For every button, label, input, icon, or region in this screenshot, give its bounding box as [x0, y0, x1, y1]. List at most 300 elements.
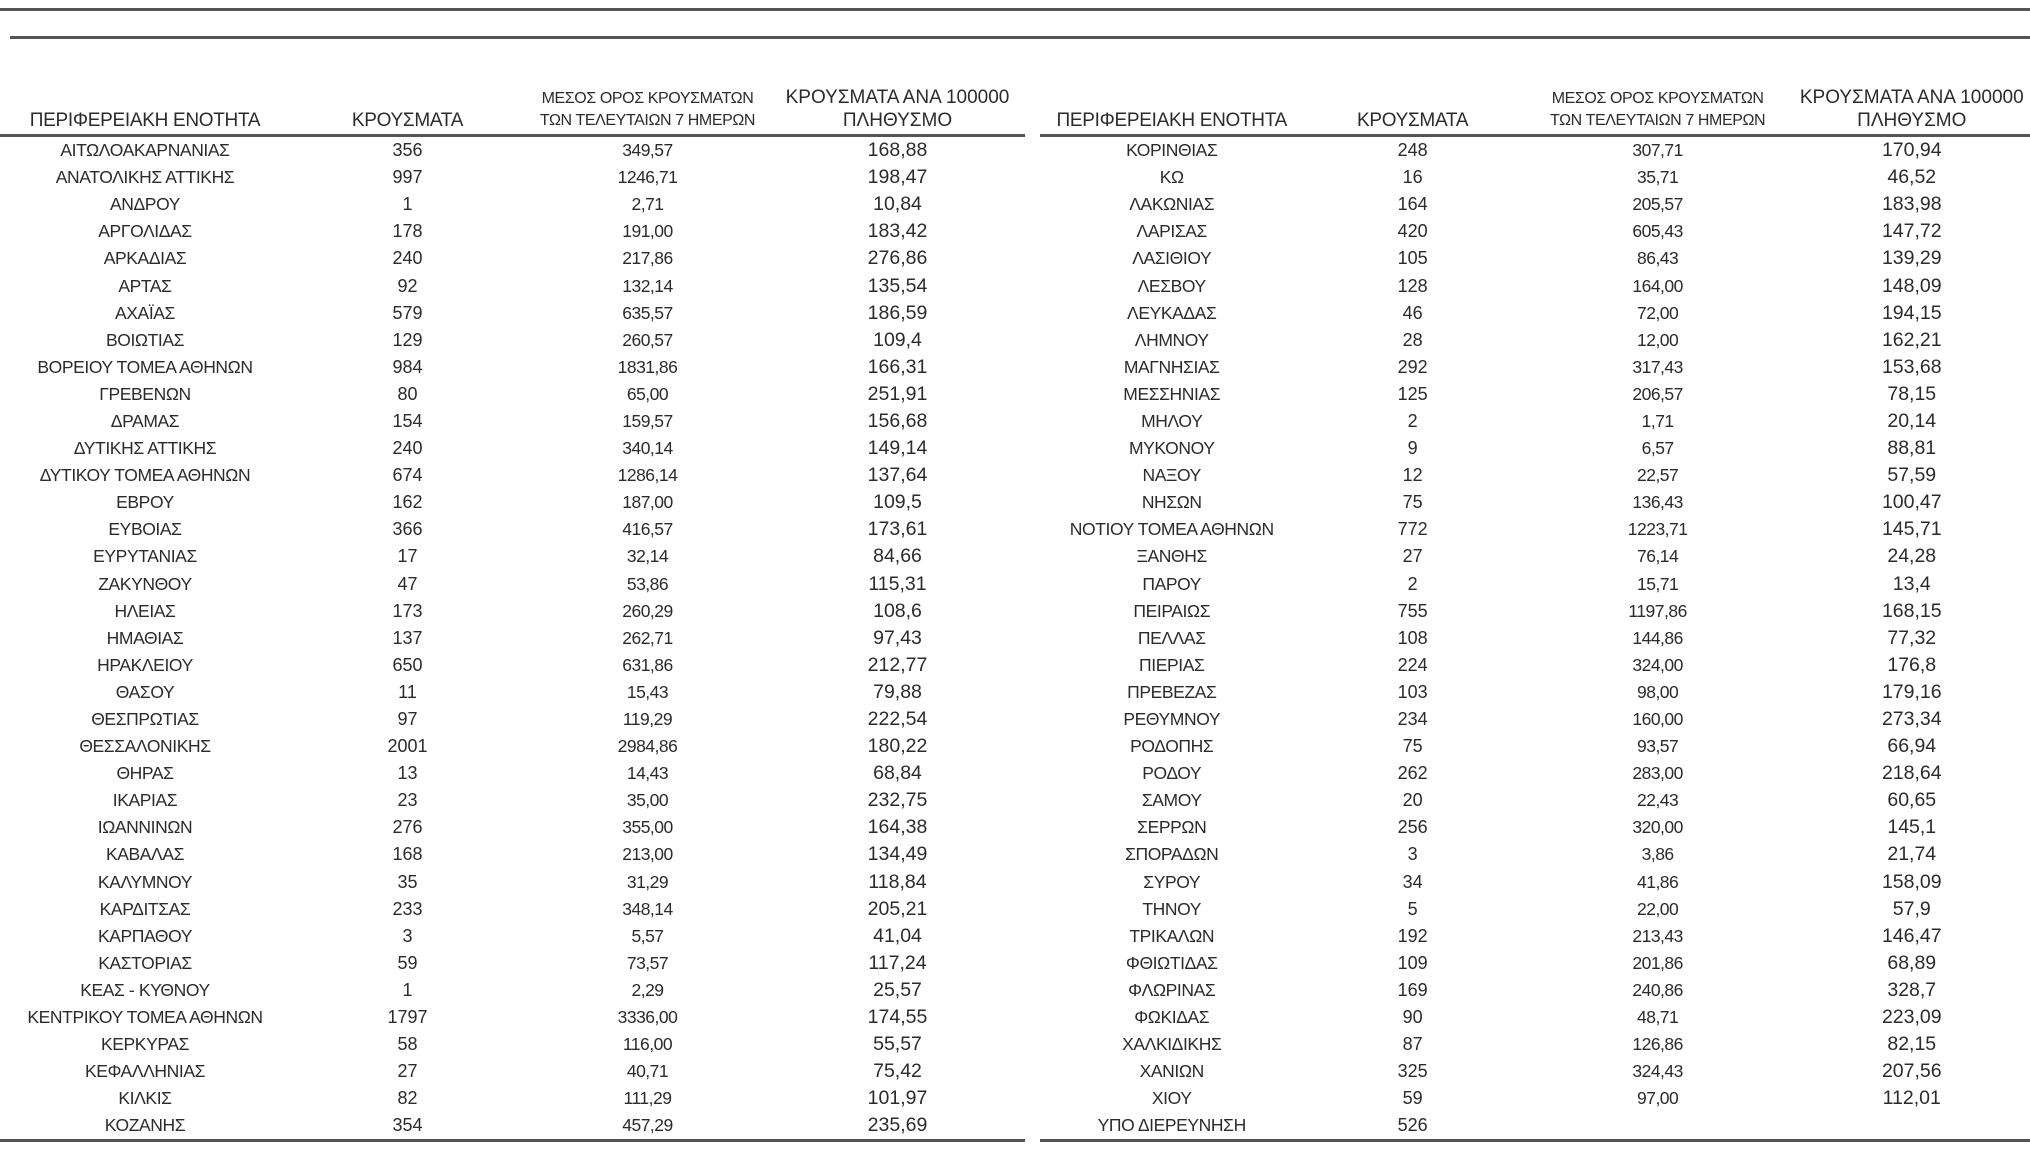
table-row — [1040, 571, 2030, 598]
table-row — [1040, 245, 2030, 272]
table-row — [0, 706, 1025, 733]
region-name-cell: ΝΑΞΟΥ — [1142, 465, 1201, 486]
avg7-cell: 116,00 — [622, 1034, 673, 1055]
avg7-cell: 1,71 — [1641, 410, 1674, 431]
per100k-cell: 109,4 — [873, 328, 922, 351]
avg7-cell: 1286,14 — [617, 465, 678, 486]
per100k-cell: 212,77 — [867, 653, 928, 676]
header-per100k-line2: ΠΛΗΘΥΣΜΟ — [842, 110, 953, 131]
cases-cell: 92 — [397, 275, 418, 296]
table-row — [0, 543, 1025, 570]
region-name-cell: ΛΗΜΝΟΥ — [1134, 329, 1209, 350]
cases-cell: 47 — [397, 573, 418, 594]
table-row — [0, 354, 1025, 381]
cases-cell: 3 — [1407, 844, 1418, 865]
cases-cell: 1 — [402, 979, 413, 1000]
region-name-cell: ΛΑΚΩΝΙΑΣ — [1129, 194, 1215, 215]
region-name-cell: ΚΩ — [1159, 167, 1184, 188]
per100k-cell: 108,6 — [873, 599, 922, 622]
per100k-cell: 101,97 — [867, 1087, 928, 1110]
region-name-cell: ΠΕΛΛΑΣ — [1137, 627, 1206, 648]
per100k-cell: 328,7 — [1887, 978, 1937, 1001]
avg7-cell: 35,00 — [626, 790, 669, 811]
header-region — [0, 86, 290, 136]
table-row — [1040, 381, 2030, 408]
avg7-cell: 355,00 — [622, 817, 673, 838]
avg7-cell: 213,43 — [1632, 925, 1683, 946]
header-avg7-line2: ΤΩΝ ΤΕΛΕΥΤΑΙΩΝ 7 ΗΜΕΡΩΝ — [539, 112, 756, 129]
table-row — [1040, 1058, 2030, 1085]
cases-cell: 240 — [392, 248, 423, 269]
avg7-cell: 1197,86 — [1628, 600, 1687, 621]
cases-cell: 129 — [392, 329, 423, 350]
per100k-cell: 84,66 — [873, 545, 922, 568]
region-name-cell: ΠΡΕΒΕΖΑΣ — [1127, 681, 1217, 702]
table-row — [1040, 218, 2030, 245]
table-row — [1040, 625, 2030, 652]
per100k-cell: 183,42 — [867, 220, 928, 243]
table-row — [1040, 136, 2030, 165]
cases-cell: 3 — [402, 925, 413, 946]
header-row — [1040, 86, 2030, 136]
region-name-cell: ΚΙΛΚΙΣ — [118, 1088, 172, 1109]
table-row — [0, 1058, 1025, 1085]
region-name-cell: ΛΑΡΙΣΑΣ — [1136, 221, 1207, 242]
avg7-cell: 307,71 — [1632, 140, 1683, 161]
table-row — [0, 408, 1025, 435]
avg7-cell: 217,86 — [622, 248, 673, 269]
avg7-cell: 348,14 — [622, 898, 673, 919]
table-row — [1040, 950, 2030, 977]
avg7-cell: 48,71 — [1636, 1007, 1679, 1028]
cases-cell: 90 — [1402, 1007, 1423, 1028]
region-name-cell: ΒΟΙΩΤΙΑΣ — [105, 329, 185, 350]
table-row — [0, 652, 1025, 679]
avg7-cell: 41,86 — [1636, 871, 1679, 892]
avg7-cell: 22,00 — [1636, 898, 1679, 919]
cases-cell: 276 — [392, 817, 423, 838]
table-row — [1040, 598, 2030, 625]
region-name-cell: ΣΠΟΡΑΔΩΝ — [1125, 844, 1219, 865]
cases-cell: 16 — [1402, 167, 1423, 188]
cases-cell: 125 — [1397, 383, 1428, 404]
avg7-cell: 457,29 — [525, 1112, 770, 1141]
table-row — [1040, 462, 2030, 489]
header-cases-label: ΚΡΟΥΣΜΑΤΑ — [351, 110, 464, 131]
avg7-cell: 136,43 — [1632, 492, 1683, 513]
avg7-cell — [1522, 1112, 1794, 1141]
header-region-label: ΠΕΡΙΦΕΡΕΙΑΚΗ ΕΝΟΤΗΤΑ — [1056, 110, 1287, 131]
region-name-cell: ΕΒΡΟΥ — [116, 492, 174, 513]
per100k-cell: 176,8 — [1887, 653, 1937, 676]
avg7-cell: 22,43 — [1636, 790, 1679, 811]
cases-cell: 34 — [1402, 871, 1423, 892]
region-name-cell: ΚΑΡΠΑΘΟΥ — [97, 925, 193, 946]
avg7-cell: 40,71 — [626, 1061, 669, 1082]
avg7-cell: 320,00 — [1632, 817, 1683, 838]
avg7-cell: 93,57 — [1636, 736, 1679, 757]
cases-cell: 28 — [1402, 329, 1423, 350]
cases-cell: 256 — [1397, 817, 1428, 838]
per100k-cell: 97,43 — [873, 626, 922, 649]
cases-cell: 17 — [397, 546, 418, 567]
region-name-cell: ΔΡΑΜΑΣ — [110, 410, 180, 431]
table-row — [1040, 977, 2030, 1004]
table-row — [0, 1112, 1025, 1141]
per100k-cell: 166,31 — [867, 355, 928, 378]
avg7-cell: 5,57 — [631, 925, 664, 946]
header-avg7-line1: ΜΕΣΟΣ ΟΡΟΣ ΚΡΟΥΣΜΑΤΩΝ — [1551, 90, 1764, 107]
region-name-cell: ΣΕΡΡΩΝ — [1137, 817, 1207, 838]
avg7-cell: 132,14 — [622, 275, 673, 296]
cases-cell: 137 — [392, 627, 423, 648]
avg7-cell: 31,29 — [626, 871, 669, 892]
per100k-cell: 25,57 — [873, 978, 922, 1001]
cases-cell: 192 — [1397, 925, 1428, 946]
region-name-cell: ΝΟΤΙΟΥ ΤΟΜΕΑ ΑΘΗΝΩΝ — [1069, 519, 1274, 540]
table-row — [1040, 543, 2030, 570]
region-name-cell: ΘΗΡΑΣ — [116, 763, 174, 784]
cases-cell: 178 — [392, 221, 423, 242]
cases-cell: 997 — [392, 167, 423, 188]
avg7-cell: 631,86 — [622, 654, 673, 675]
region-name-cell: ΝΗΣΩΝ — [1141, 492, 1202, 513]
per100k-cell: 146,47 — [1881, 924, 1942, 947]
table-row — [0, 760, 1025, 787]
cases-cell: 164 — [1397, 194, 1428, 215]
cases-cell: 169 — [1397, 979, 1428, 1000]
per100k-cell: 179,16 — [1881, 680, 1942, 703]
avg7-cell: 72,00 — [1636, 302, 1679, 323]
table-row — [1040, 679, 2030, 706]
table-row — [0, 625, 1025, 652]
cases-cell: 105 — [1397, 248, 1428, 269]
table-row — [0, 164, 1025, 191]
per100k-cell: 198,47 — [867, 166, 928, 189]
avg7-cell: 86,43 — [1636, 248, 1679, 269]
per100k-cell: 134,49 — [867, 843, 928, 866]
header-cases — [1303, 86, 1521, 136]
per100k-cell: 60,65 — [1887, 789, 1937, 812]
cases-cell: 240 — [392, 438, 423, 459]
cases-cell: 234 — [1397, 709, 1428, 730]
region-name-cell: ΞΑΝΘΗΣ — [1136, 546, 1207, 567]
cases-cell: 87 — [1402, 1034, 1423, 1055]
per100k-cell: 162,21 — [1881, 328, 1942, 351]
table-row — [0, 896, 1025, 923]
region-name-cell: ΛΕΥΚΑΔΑΣ — [1127, 302, 1217, 323]
avg7-cell: 1831,86 — [617, 356, 678, 377]
region-name-cell: ΠΙΕΡΙΑΣ — [1139, 654, 1205, 675]
region-name-cell: ΙΩΑΝΝΙΝΩΝ — [97, 817, 193, 838]
top-rule — [0, 8, 2030, 11]
per100k-cell: 78,15 — [1887, 382, 1937, 405]
avg7-cell: 73,57 — [626, 952, 669, 973]
header-avg7-line1: ΜΕΣΟΣ ΟΡΟΣ ΚΡΟΥΣΜΑΤΩΝ — [541, 90, 754, 107]
cases-cell: 27 — [1402, 546, 1423, 567]
table-row — [0, 462, 1025, 489]
per100k-cell: 232,75 — [867, 789, 928, 812]
region-name-cell: ΔΥΤΙΚΟΥ ΤΟΜΕΑ ΑΘΗΝΩΝ — [39, 465, 251, 486]
per100k-cell: 79,88 — [873, 680, 922, 703]
region-name-cell: ΕΥΡΥΤΑΝΙΑΣ — [93, 546, 197, 567]
region-name-cell: ΧΙΟΥ — [1151, 1088, 1192, 1109]
table-row — [1040, 1085, 2030, 1112]
per100k-cell: 147,72 — [1881, 220, 1942, 243]
region-name-cell: ΘΕΣΣΑΛΟΝΙΚΗΣ — [79, 736, 211, 757]
cases-cell: 168 — [392, 844, 423, 865]
region-name-cell: ΚΟΡΙΝΘΙΑΣ — [1126, 140, 1218, 161]
per100k-cell: 153,68 — [1881, 355, 1942, 378]
header-per100k — [1794, 86, 2030, 136]
region-name-cell: ΑΝΑΤΟΛΙΚΗΣ ΑΤΤΙΚΗΣ — [55, 167, 235, 188]
table-row — [1040, 408, 2030, 435]
region-name-cell: ΗΛΕΙΑΣ — [114, 600, 176, 621]
table-row — [1040, 733, 2030, 760]
cases-cell: 354 — [290, 1112, 525, 1141]
avg7-cell: 1223,71 — [1627, 519, 1688, 540]
cases-cell: 984 — [392, 356, 423, 377]
table-row — [0, 950, 1025, 977]
cases-cell: 35 — [397, 871, 418, 892]
per100k-cell: 223,09 — [1881, 1006, 1942, 1029]
table-row — [0, 787, 1025, 814]
avg7-cell: 159,57 — [622, 410, 673, 431]
cases-cell: 46 — [1402, 302, 1423, 323]
per100k-cell: 273,34 — [1881, 708, 1942, 731]
cases-cell: 58 — [397, 1034, 418, 1055]
per100k-cell: 235,69 — [770, 1112, 1025, 1141]
avg7-cell: 240,86 — [1632, 979, 1683, 1000]
cases-cell: 233 — [392, 898, 423, 919]
avg7-cell: 126,86 — [1632, 1034, 1683, 1055]
table-row — [1040, 923, 2030, 950]
cases-cell: 526 — [1303, 1112, 1521, 1141]
region-name-cell: ΙΚΑΡΙΑΣ — [112, 790, 178, 811]
table-row — [1040, 706, 2030, 733]
region-name-cell: ΚΟΖΑΝΗΣ — [0, 1112, 290, 1141]
avg7-cell: 635,57 — [622, 302, 673, 323]
region-name-cell: ΗΡΑΚΛΕΙΟΥ — [97, 654, 193, 675]
region-name-cell: ΣΑΜΟΥ — [1141, 790, 1202, 811]
per100k-cell: 170,94 — [1881, 139, 1942, 162]
per100k-cell: 21,74 — [1887, 843, 1937, 866]
cases-cell: 75 — [1402, 492, 1423, 513]
header-avg7 — [525, 86, 770, 136]
per100k-cell: 207,56 — [1881, 1060, 1942, 1083]
cases-cell: 128 — [1397, 275, 1428, 296]
table-row — [1040, 435, 2030, 462]
avg7-cell: 416,57 — [622, 519, 673, 540]
per100k-cell: 68,89 — [1887, 951, 1937, 974]
table-row — [0, 733, 1025, 760]
avg7-cell: 2,29 — [631, 979, 664, 1000]
per100k-cell: 20,14 — [1887, 409, 1937, 432]
avg7-cell: 283,00 — [1632, 763, 1683, 784]
per100k-cell: 149,14 — [867, 437, 928, 460]
table-row — [1040, 1112, 2030, 1141]
region-name-cell: ΠΕΙΡΑΙΩΣ — [1133, 600, 1211, 621]
cases-cell: 59 — [1402, 1088, 1423, 1109]
avg7-cell: 1246,71 — [617, 167, 678, 188]
per100k-cell: 57,59 — [1887, 464, 1937, 487]
region-name-cell: ΥΠΟ ΔΙΕΡΕΥΝΗΣΗ — [1040, 1112, 1303, 1141]
region-name-cell: ΜΗΛΟΥ — [1141, 410, 1203, 431]
per100k-cell: 75,42 — [873, 1060, 922, 1083]
cases-cell: 27 — [397, 1061, 418, 1082]
table-row — [0, 516, 1025, 543]
avg7-cell: 340,14 — [622, 438, 673, 459]
table-row — [0, 272, 1025, 299]
regional-cases-table-right — [1040, 86, 2030, 1142]
cases-cell: 366 — [392, 519, 423, 540]
table-row — [1040, 1031, 2030, 1058]
avg7-cell: 605,43 — [1632, 221, 1683, 242]
per100k-cell: 66,94 — [1887, 735, 1937, 758]
avg7-cell: 205,57 — [1632, 194, 1683, 215]
cases-cell: 772 — [1397, 519, 1428, 540]
avg7-cell: 349,57 — [622, 140, 673, 161]
per100k-cell: 100,47 — [1881, 491, 1942, 514]
region-name-cell: ΚΑΒΑΛΑΣ — [105, 844, 185, 865]
per100k-cell: 137,64 — [867, 464, 928, 487]
left-table-body — [0, 136, 1025, 1141]
table-row — [0, 435, 1025, 462]
per100k-cell: 173,61 — [867, 518, 928, 541]
per100k-cell: 158,09 — [1881, 870, 1942, 893]
per100k-cell: 55,57 — [873, 1033, 922, 1056]
avg7-cell: 213,00 — [622, 844, 673, 865]
per100k-cell: 115,31 — [868, 572, 927, 595]
region-name-cell: ΒΟΡΕΙΟΥ ΤΟΜΕΑ ΑΘΗΝΩΝ — [37, 356, 253, 377]
regional-cases-table-left — [0, 86, 1025, 1142]
table-row — [0, 1085, 1025, 1112]
cases-cell: 1797 — [387, 1007, 428, 1028]
table-row — [0, 598, 1025, 625]
per100k-cell: 218,64 — [1881, 762, 1942, 785]
avg7-cell: 191,00 — [622, 221, 673, 242]
region-name-cell: ΑΙΤΩΛΟΑΚΑΡΝΑΝΙΑΣ — [60, 140, 230, 161]
cases-cell: 154 — [392, 410, 423, 431]
cases-cell: 5 — [1407, 898, 1418, 919]
cases-cell: 650 — [392, 654, 423, 675]
header-per100k-line2: ΠΛΗΘΥΣΜΟ — [1857, 110, 1967, 131]
per100k-cell: 180,22 — [867, 735, 928, 758]
avg7-cell: 65,00 — [626, 383, 669, 404]
cases-cell: 325 — [1397, 1061, 1428, 1082]
table-row — [1040, 1004, 2030, 1031]
region-name-cell: ΘΑΣΟΥ — [115, 681, 175, 702]
header-per100k — [770, 86, 1025, 136]
region-name-cell: ΤΡΙΚΑΛΩΝ — [1129, 925, 1215, 946]
per100k-cell: 117,24 — [868, 951, 927, 974]
cases-cell: 59 — [397, 952, 418, 973]
cases-cell: 2 — [1407, 410, 1418, 431]
region-name-cell: ΛΑΣΙΘΙΟΥ — [1132, 248, 1212, 269]
region-name-cell: ΡΟΔΟΥ — [1142, 763, 1202, 784]
region-name-cell: ΦΘΙΩΤΙΔΑΣ — [1125, 952, 1218, 973]
region-name-cell: ΡΟΔΟΠΗΣ — [1130, 736, 1214, 757]
region-name-cell: ΑΡΚΑΔΙΑΣ — [103, 248, 187, 269]
avg7-cell: 206,57 — [1632, 383, 1683, 404]
cases-cell: 13 — [397, 763, 418, 784]
table-row — [1040, 841, 2030, 868]
table-row — [0, 300, 1025, 327]
table-row — [0, 489, 1025, 516]
cases-cell: 11 — [398, 681, 417, 702]
cases-cell: 75 — [1402, 736, 1423, 757]
header-avg7-line2: ΤΩΝ ΤΕΛΕΥΤΑΙΩΝ 7 ΗΜΕΡΩΝ — [1550, 112, 1766, 129]
avg7-cell: 119,29 — [622, 709, 673, 730]
table-row — [0, 814, 1025, 841]
per100k-cell: 276,86 — [867, 247, 928, 270]
per100k-cell: 148,09 — [1881, 274, 1942, 297]
cases-cell: 97 — [397, 709, 418, 730]
per100k-cell: 139,29 — [1881, 247, 1942, 270]
per100k-cell: 82,15 — [1887, 1033, 1937, 1056]
cases-cell: 173 — [392, 600, 423, 621]
per100k-cell: 41,04 — [873, 924, 922, 947]
per100k-cell: 13,4 — [1892, 572, 1931, 595]
table-row — [0, 327, 1025, 354]
table-row — [1040, 652, 2030, 679]
per100k-cell: 186,59 — [867, 301, 928, 324]
region-name-cell: ΚΕΝΤΡΙΚΟΥ ΤΟΜΕΑ ΑΘΗΝΩΝ — [27, 1007, 263, 1028]
table-row — [0, 245, 1025, 272]
table-row — [0, 1031, 1025, 1058]
per100k-cell: 168,88 — [867, 139, 928, 162]
region-name-cell: ΦΩΚΙΔΑΣ — [1134, 1007, 1210, 1028]
cases-cell: 103 — [1397, 681, 1428, 702]
table-row — [0, 841, 1025, 868]
per100k-cell: 251,91 — [867, 382, 928, 405]
avg7-cell: 76,14 — [1636, 546, 1679, 567]
table-row — [0, 218, 1025, 245]
region-name-cell: ΖΑΚΥΝΘΟΥ — [98, 573, 192, 594]
header-per100k-line1: ΚΡΟΥΣΜΑΤΑ ΑΝΑ 100000 — [785, 87, 1010, 108]
table-row — [1040, 814, 2030, 841]
region-name-cell: ΕΥΒΟΙΑΣ — [108, 519, 182, 540]
cases-cell: 82 — [397, 1088, 418, 1109]
header-row — [0, 86, 1025, 136]
avg7-cell: 12,00 — [1636, 329, 1679, 350]
region-name-cell: ΡΕΘΥΜΝΟΥ — [1123, 709, 1221, 730]
per100k-cell: 68,84 — [873, 762, 922, 785]
per100k-cell: 174,55 — [867, 1006, 928, 1029]
per100k-cell: 46,52 — [1887, 166, 1937, 189]
table-row — [0, 1004, 1025, 1031]
region-name-cell: ΑΡΓΟΛΙΔΑΣ — [98, 221, 192, 242]
cases-cell: 108 — [1397, 627, 1428, 648]
table-row — [0, 136, 1025, 165]
avg7-cell: 97,00 — [1636, 1088, 1679, 1109]
per100k-cell: 156,68 — [867, 409, 928, 432]
header-cases-label: ΚΡΟΥΣΜΑΤΑ — [1357, 110, 1469, 131]
cases-cell: 262 — [1397, 763, 1428, 784]
region-name-cell: ΓΡΕΒΕΝΩΝ — [99, 383, 191, 404]
avg7-cell: 262,71 — [622, 627, 673, 648]
per100k-cell: 168,15 — [1881, 599, 1942, 622]
avg7-cell: 3336,00 — [617, 1007, 678, 1028]
per100k-cell: 164,38 — [867, 816, 928, 839]
header-avg7 — [1522, 86, 1794, 136]
cases-cell: 292 — [1397, 356, 1428, 377]
region-name-cell: ΜΕΣΣΗΝΙΑΣ — [1123, 383, 1221, 404]
table-row — [1040, 164, 2030, 191]
table-row — [1040, 760, 2030, 787]
avg7-cell: 53,86 — [626, 573, 669, 594]
region-name-cell: ΑΧΑΪΑΣ — [115, 302, 175, 323]
